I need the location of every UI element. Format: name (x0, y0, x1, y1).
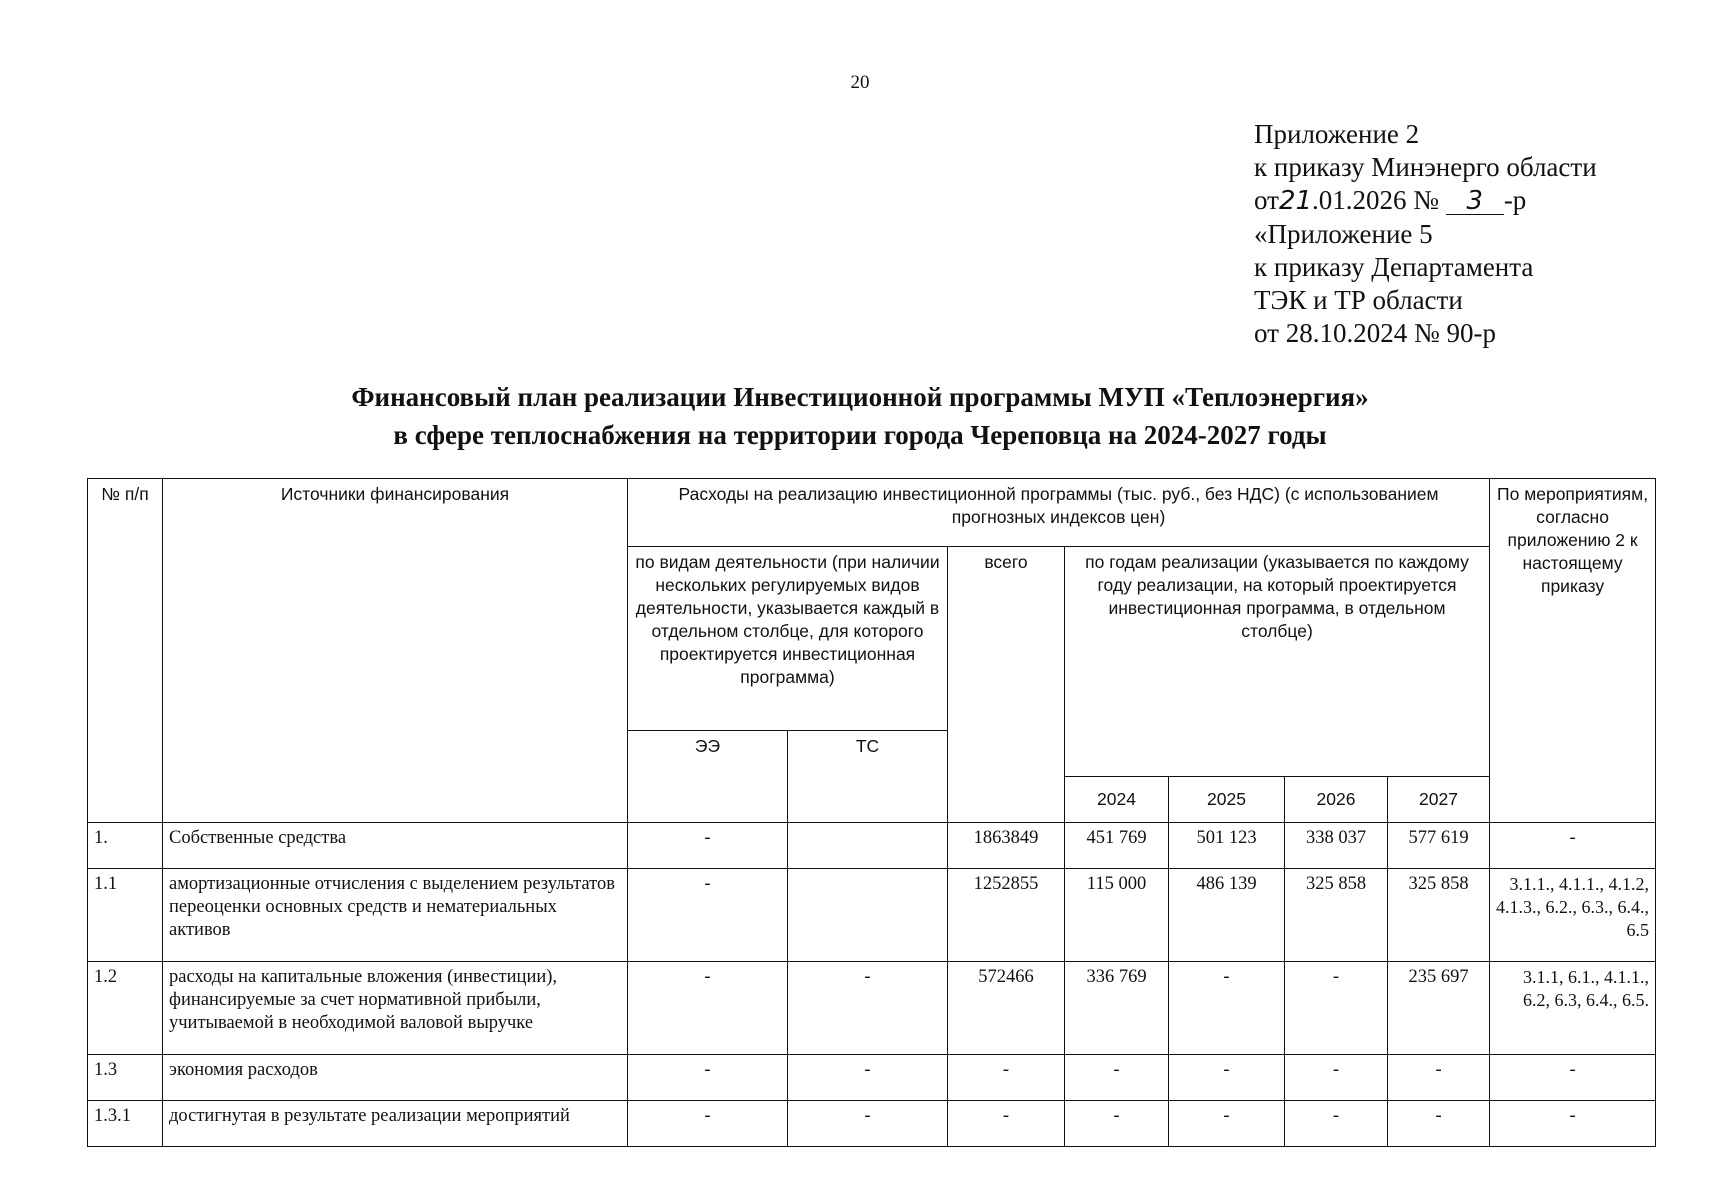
appendix-line: ТЭК и ТР области (1254, 285, 1463, 315)
row-2027: - (1388, 1055, 1490, 1101)
title-line-2: в сфере теплоснабжения на территории города Череповца на 2024-2027 годы (393, 420, 1327, 450)
row-2025: - (1169, 962, 1285, 1055)
table-row (88, 962, 1656, 1055)
row-ts (788, 823, 948, 869)
row-2026: - (1285, 1101, 1388, 1147)
appendix-line: от 28.10.2024 № 90-р (1254, 318, 1496, 348)
row-2026: 325 858 (1285, 869, 1388, 962)
row-name: экономия расходов (163, 1055, 628, 1101)
row-measures: 3.1.1., 4.1.1., 4.1.2, 4.1.3., 6.2., 6.3., 6.4., 6.5 (1490, 869, 1656, 962)
row-ee: - (628, 869, 788, 962)
row-2024: 336 769 (1065, 962, 1169, 1055)
table-row (88, 1101, 1656, 1147)
row-num: 1.3 (88, 1055, 163, 1101)
appendix-line: к приказу Департамента (1254, 252, 1534, 282)
header-year-2027: 2027 (1388, 777, 1490, 823)
row-name: Собственные средства (163, 823, 628, 869)
row-2025: - (1169, 1101, 1285, 1147)
appendix-line: к приказу Минэнерго области (1254, 152, 1597, 182)
table-row (88, 1055, 1656, 1101)
row-ee: - (628, 962, 788, 1055)
row-ts: - (788, 962, 948, 1055)
row-2025: - (1169, 1055, 1285, 1101)
header-ee: ЭЭ (628, 731, 788, 823)
header-year-2024: 2024 (1065, 777, 1169, 823)
handwritten-day: 21 (1278, 186, 1313, 216)
row-name: амортизационные отчисления с выделением результатов переоценки основных средств и нематериальных активов (163, 869, 628, 962)
appendix-date-prefix: от (1254, 185, 1279, 215)
row-total: 1863849 (948, 823, 1065, 869)
row-total: - (948, 1101, 1065, 1147)
row-2024: - (1065, 1101, 1169, 1147)
header-expenses: Расходы на реализацию инвестиционной программы (тыс. руб., без НДС) (с использованием прогнозных индексов цен) (628, 479, 1490, 547)
row-total: 572466 (948, 962, 1065, 1055)
row-num: 1.2 (88, 962, 163, 1055)
row-2026: 338 037 (1285, 823, 1388, 869)
row-ee: - (628, 1101, 788, 1147)
row-num: 1.1 (88, 869, 163, 962)
header-sources: Источники финансирования (163, 479, 628, 823)
row-2027: - (1388, 1101, 1490, 1147)
title-line-1: Финансовый план реализации Инвестиционной программы МУП «Теплоэнергия» (351, 382, 1369, 412)
header-num: № п/п (88, 479, 163, 823)
row-name: достигнутая в результате реализации мероприятий (163, 1101, 628, 1147)
appendix-date-suffix: -р (1503, 185, 1527, 215)
row-2027: 325 858 (1388, 869, 1490, 962)
row-2024: - (1065, 1055, 1169, 1101)
row-measures: - (1490, 1055, 1656, 1101)
row-measures: - (1490, 823, 1656, 869)
header-by-years: по годам реализации (указывается по каждому году реализации, на который проектируется инвестиционная программа, в отдельном столбце) (1065, 547, 1490, 777)
table-row (88, 823, 1656, 869)
header-by-measures: По мероприятиям, согласно приложению 2 к настоящему приказу (1490, 479, 1656, 823)
header-ts: ТС (788, 731, 948, 823)
appendix-date-rest: .01.2026 № (1312, 185, 1440, 215)
row-ts: - (788, 1055, 948, 1101)
row-measures: - (1490, 1101, 1656, 1147)
row-ee: - (628, 823, 788, 869)
row-ts (788, 869, 948, 962)
row-2024: 115 000 (1065, 869, 1169, 962)
row-ee: - (628, 1055, 788, 1101)
row-2027: 577 619 (1388, 823, 1490, 869)
row-measures: 3.1.1, 6.1., 4.1.1., 6.2, 6.3, 6.4., 6.5. (1490, 962, 1656, 1055)
header-year-2025: 2025 (1169, 777, 1285, 823)
row-num: 1. (88, 823, 163, 869)
row-2025: 486 139 (1169, 869, 1285, 962)
appendix-block (1254, 118, 1597, 350)
financial-plan-table (87, 478, 1656, 1147)
appendix-line: «Приложение 5 (1254, 219, 1433, 249)
appendix-line: Приложение 2 (1254, 119, 1420, 149)
row-name: расходы на капитальные вложения (инвестиции), финансируемые за счет нормативной прибыли, учитываемой в необходимой валовой выручке (163, 962, 628, 1055)
row-2026: - (1285, 1055, 1388, 1101)
appendix-date-line (1254, 184, 1597, 218)
handwritten-order-number: 3 (1466, 186, 1484, 216)
page-number: 20 (850, 72, 870, 93)
header-year-2026: 2026 (1285, 777, 1388, 823)
row-2026: - (1285, 962, 1388, 1055)
row-2027: 235 697 (1388, 962, 1490, 1055)
header-total: всего (948, 547, 1065, 823)
row-total: 1252855 (948, 869, 1065, 962)
row-total: - (948, 1055, 1065, 1101)
row-num: 1.3.1 (88, 1101, 163, 1147)
table-row (88, 869, 1656, 962)
document-title (0, 378, 1720, 454)
header-by-activity: по видам деятельности (при наличии нескольких регулируемых видов деятельности, указывается каждый в отдельном столбце, для которого проектируется инвестиционная программа) (628, 547, 948, 731)
row-2024: 451 769 (1065, 823, 1169, 869)
row-ts: - (788, 1101, 948, 1147)
row-2025: 501 123 (1169, 823, 1285, 869)
